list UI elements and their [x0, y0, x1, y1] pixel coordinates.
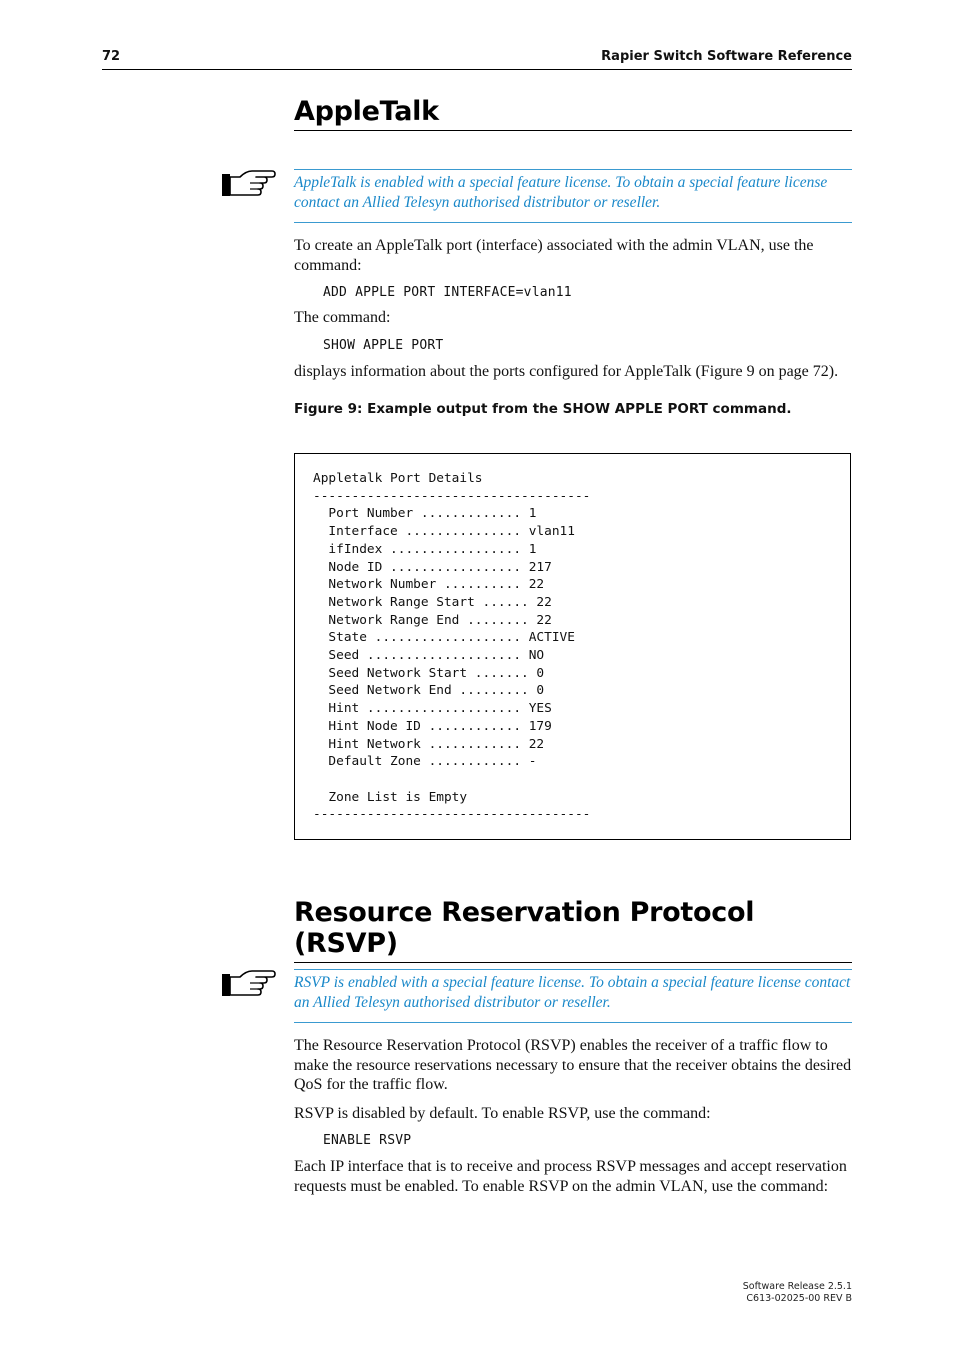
- command-line: ENABLE RSVP: [323, 1133, 412, 1148]
- appletalk-heading: AppleTalk: [294, 96, 852, 131]
- rsvp-body: [294, 1036, 852, 1196]
- appletalk-license-note: [294, 169, 852, 223]
- rsvp-license-note: [294, 969, 852, 1023]
- paragraph: The Resource Reservation Protocol (RSVP) enables the receiver of a traffic flow to make the resource reservations necessary to ensure that the receiver obtains the desired QoS for the traffic flow.: [294, 1037, 852, 1093]
- page-footer: [743, 1281, 852, 1304]
- command-line: ADD APPLE PORT INTERFACE=vlan11: [323, 285, 572, 300]
- paragraph: The command:: [294, 309, 391, 326]
- pointing-hand-icon: [220, 168, 276, 198]
- paragraph: RSVP is disabled by default. To enable RSVP, use the command:: [294, 1104, 711, 1122]
- figure-output-box: [294, 453, 851, 840]
- note-text: AppleTalk is enabled with a special feature license. To obtain a special feature license contact an Allied Telesyn authorised distributor or reseller.: [294, 174, 828, 211]
- page-number: 72: [102, 49, 121, 64]
- appletalk-heading-block: [294, 96, 852, 131]
- paragraph: To create an AppleTalk port (interface) associated with the admin VLAN, use the command:: [294, 237, 814, 274]
- page-header: [102, 48, 852, 70]
- figure-caption: Figure 9: Example output from the SHOW APPLE PORT command.: [294, 401, 792, 417]
- command-line: SHOW APPLE PORT: [323, 337, 444, 353]
- software-release: Software Release 2.5.1: [742, 1281, 852, 1292]
- document-revision: C613-02025-00 REV B: [746, 1292, 852, 1304]
- rsvp-heading-block: [294, 897, 852, 963]
- appletalk-body: [294, 236, 852, 417]
- running-title: Rapier Switch Software Reference: [601, 49, 852, 64]
- note-text: RSVP is enabled with a special feature license. To obtain a special feature license contact an Allied Telesyn authorised distributor or reseller.: [294, 974, 851, 1011]
- terminal-output: Appletalk Port Details ------------------------------------ Port Number ............. 1 Interface ............... vlan11 ifIndex ................. 1 Node ID ................. 217 Network Number .......... 22 Network Range Start ...... 22 Network Range End ........ 22 State ................... ACTIVE Seed .................... NO Seed Network Start ....... 0 Seed Network End ......... 0 Hint .................... YES Hint Node ID ............ 179 Hint Network ............ 22 Default Zone ............ - Zone List is Empty ------------------------------------: [313, 471, 591, 823]
- rsvp-heading: Resource Reservation Protocol (RSVP): [294, 897, 852, 963]
- pointing-hand-icon: [220, 968, 276, 998]
- paragraph: Each IP interface that is to receive and process RSVP messages and accept reservation requests must be enabled. To enable RSVP on the admin VLAN, use the command:: [294, 1158, 847, 1195]
- paragraph: displays information about the ports configured for AppleTalk (Figure 9 on page 72).: [294, 362, 839, 380]
